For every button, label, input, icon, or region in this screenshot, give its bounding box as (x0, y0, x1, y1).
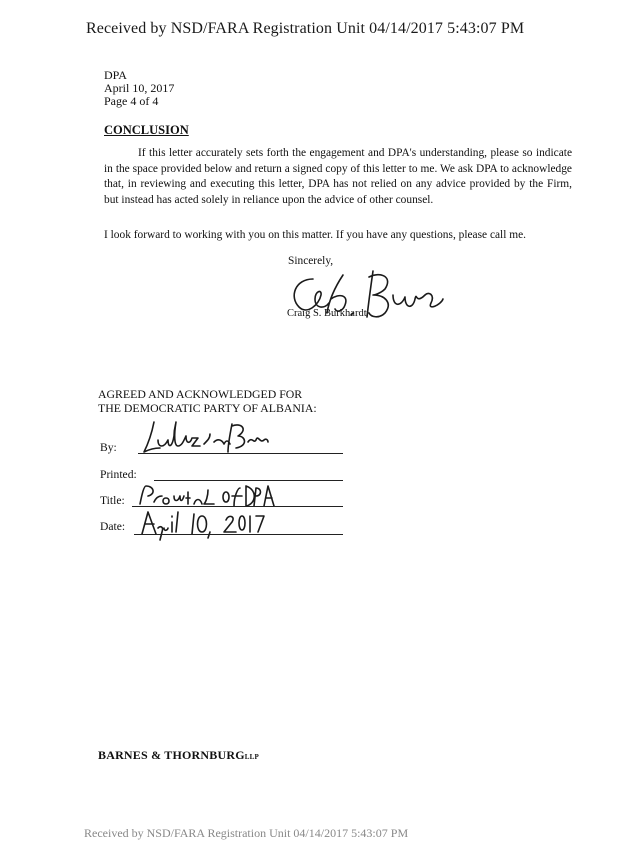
by-signature-line (138, 453, 343, 454)
conclusion-paragraph: If this letter accurately sets forth the engagement and DPA's understanding, please so indicate in the space provided below and return a signed copy of this letter to me. We ask DPA to acknowledge that, in reviewing and executing this letter, DPA has not relied on any advice provided by the Firm, but instead has acted solely in reliance upon the advice of other counsel. (104, 147, 572, 206)
title-line (132, 506, 343, 507)
firm-suffix: LLP (244, 753, 259, 761)
signer-name: Craig S. Burkhardt (287, 308, 367, 319)
valediction: Sincerely, (288, 255, 334, 267)
printed-label: Printed: (100, 468, 137, 481)
date-line (134, 534, 343, 535)
by-label: By: (100, 441, 117, 454)
firm-name-text: BARNES & THORNBURG (98, 748, 245, 762)
printed-name-line (154, 480, 343, 481)
title-label: Title: (100, 494, 125, 507)
basha-signature (140, 418, 270, 458)
header-date: April 10, 2017 (104, 81, 175, 95)
acknowledgement-line-1: AGREED AND ACKNOWLEDGED FOR (98, 387, 303, 401)
header-recipient: DPA (104, 68, 127, 82)
acknowledgement-heading (98, 387, 317, 415)
date-label: Date: (100, 520, 126, 533)
date-handwriting (138, 508, 268, 542)
registration-stamp: Received by NSD/FARA Registration Unit 04/14/2017 5:43:07 PM (86, 20, 525, 37)
firm-name (98, 748, 259, 763)
conclusion-heading: CONCLUSION (104, 123, 189, 137)
closing-sentence: I look forward to working with you on this matter. If you have any questions, please call me. (104, 229, 526, 241)
bottom-registration-stamp: Received by NSD/FARA Registration Unit 04/14/2017 5:43:07 PM (84, 826, 409, 840)
header-page-number: Page 4 of 4 (104, 94, 159, 108)
acknowledgement-line-2: THE DEMOCRATIC PARTY OF ALBANIA: (98, 401, 317, 415)
